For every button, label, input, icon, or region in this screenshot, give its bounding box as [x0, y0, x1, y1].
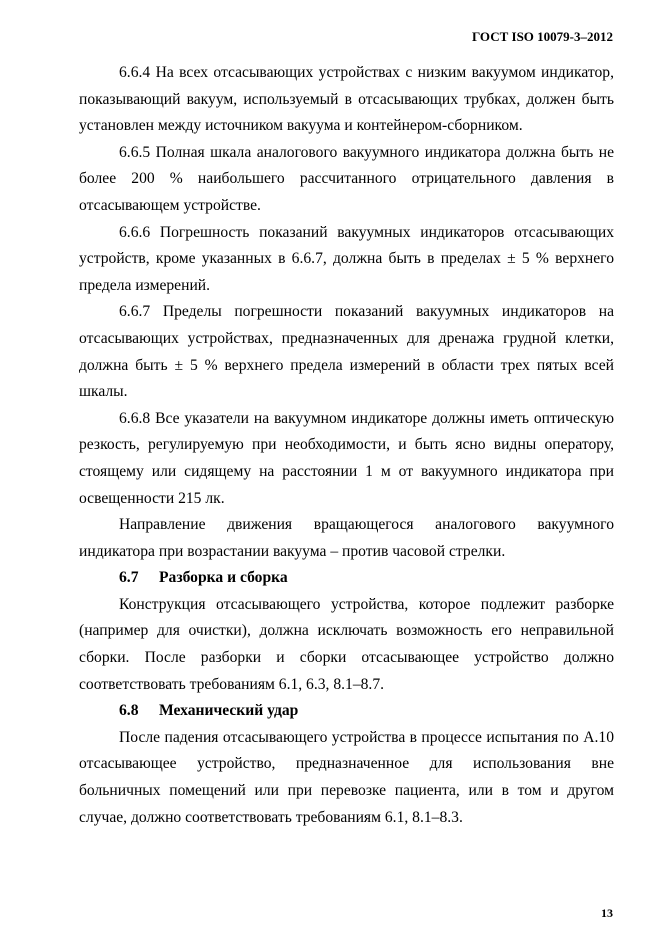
clause-6-6-8: 6.6.8 Все указатели на вакуумном индикаторе должны иметь оптическую резкость, регулируемую при необходимости, и быть ясно видны оператору, стоящему или сидящему на расстоянии 1 м от вакуумного индикатора при освещенности 215 лк.: [79, 409, 614, 507]
clause-6-6-7: 6.6.7 Пределы погрешности показаний вакуумных индикаторов на отсасывающих устройствах, предназначенных для дренажа грудной клетки, должна быть ± 5 % верхнего предела измерений в области трех пятых всей шкалы.: [79, 303, 614, 401]
page-number: 13: [601, 906, 613, 920]
section-title: Механический удар: [159, 702, 299, 720]
section-heading-6-8: [79, 698, 614, 725]
section-heading-6-7: [79, 565, 614, 592]
rotation-direction-paragraph: Направление движения вращающегося аналогового вакуумного индикатора при возрастании вакуума – против часовой стрелки.: [79, 516, 614, 560]
section-number: 6.7: [119, 569, 139, 587]
mechanical-impact-paragraph: После падения отсасывающего устройства в процессе испытания по А.10 отсасывающее устройство, предназначенное для использования вне больничных помещений или при перевозке пациента, или в том и другом случае, должно соответствовать требованиям 6.1, 8.1–8.3.: [79, 728, 614, 826]
document-body: [79, 60, 614, 831]
clause-6-6-4: 6.6.4 На всех отсасывающих устройствах с низким вакуумом индикатор, показывающий вакуум, используемый в отсасывающих трубках, должен быть установлен между источником вакуума и контейнером-сборником.: [79, 64, 614, 135]
section-title: Разборка и сборка: [159, 569, 288, 587]
section-number: 6.8: [119, 702, 139, 720]
disassembly-paragraph: Конструкция отсасывающего устройства, которое подлежит разборке (например для очистки), должна исключать возможность его неправильной сборки. После разборки и сборки отсасывающее устройство должно соответствовать требованиям 6.1, 6.3, 8.1–8.7.: [79, 595, 614, 693]
clause-6-6-6: 6.6.6 Погрешность показаний вакуумных индикаторов отсасывающих устройств, кроме указанных в 6.6.7, должна быть в пределах ± 5 % верхнего предела измерений.: [79, 223, 614, 294]
clause-6-6-5: 6.6.5 Полная шкала аналогового вакуумного индикатора должна быть не более 200 % наибольшего рассчитанного отрицательного давления в отсасывающем устройстве.: [79, 143, 614, 214]
document-id-header: ГОСТ ISO 10079-3–2012: [471, 29, 613, 44]
